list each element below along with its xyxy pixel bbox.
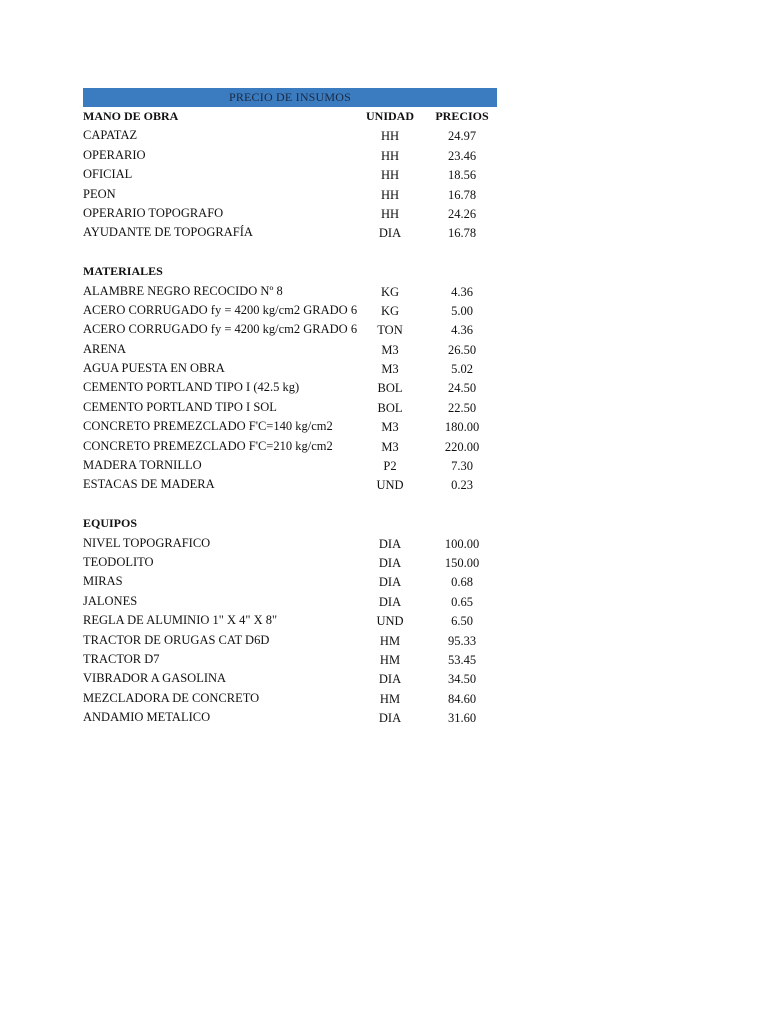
item-unit: HH [380,168,400,183]
item-price: 24.97 [447,129,477,144]
table-row [83,223,497,242]
table-row [83,611,497,630]
item-name: ESTACAS DE MADERA [83,477,215,492]
item-name: AYUDANTE DE TOPOGRAFÍA [83,225,253,240]
table-row [83,553,497,572]
item-price: 31.60 [447,711,477,726]
section-heading-equipos: EQUIPOS [83,516,138,531]
item-unit: DIA [378,575,402,590]
item-unit: HH [380,206,400,221]
item-unit: UND [376,478,404,493]
item-price: 0.65 [451,594,473,609]
item-name: TRACTOR DE ORUGAS CAT D6D [83,632,270,647]
table-row [83,534,497,553]
item-name: MEZCLADORA DE CONCRETO [83,690,260,705]
table-row [83,320,497,339]
item-price: 26.50 [447,342,477,357]
price-sheet [83,88,497,728]
item-price: 22.50 [447,400,477,415]
item-price: 0.68 [451,575,473,590]
item-price: 24.50 [447,381,477,396]
item-unit: HM [379,652,401,667]
spacer [83,243,497,262]
item-name: OFICIAL [83,167,133,182]
table-row [83,708,497,727]
table-row [83,126,497,145]
item-name: TRACTOR D7 [83,651,160,666]
item-price: 5.02 [451,362,473,377]
item-unit: M3 [381,439,399,454]
item-name: OPERARIO TOPOGRAFO [83,205,224,220]
item-unit: HH [380,148,400,163]
table-row [83,165,497,184]
item-unit: UND [376,614,404,629]
item-name: ALAMBRE NEGRO RECOCIDO Nº 8 [83,283,283,298]
item-unit: M3 [381,342,399,357]
item-name: CONCRETO PREMEZCLADO F'C=210 kg/cm2 [83,438,333,453]
item-price: 5.00 [451,303,473,318]
item-name: CEMENTO PORTLAND TIPO I SOL [83,399,277,414]
item-name: TEODOLITO [83,554,154,569]
equipos-list [83,534,497,728]
item-unit: DIA [378,672,402,687]
table-row [83,301,497,320]
table-row [83,689,497,708]
item-price: 6.50 [451,614,473,629]
item-price: 34.50 [447,672,477,687]
item-unit: DIA [378,226,402,241]
item-unit: M3 [381,420,399,435]
item-price: 84.60 [447,691,477,706]
item-name: VIBRADOR A GASOLINA [83,671,227,686]
table-row [83,475,497,494]
table-row [83,378,497,397]
table-row [83,146,497,165]
item-price: 7.30 [451,459,473,474]
item-unit: HH [380,187,400,202]
item-name: OPERARIO [83,147,146,162]
section-heading-materiales: MATERIALES [83,264,163,279]
item-name: JALONES [83,593,138,608]
table-row [83,185,497,204]
item-price: 150.00 [444,555,480,570]
item-price: 16.78 [447,226,477,241]
item-unit: BOL [377,381,403,396]
item-unit: DIA [378,594,402,609]
section-heading-row [83,514,497,533]
item-name: ACERO CORRUGADO fy = 4200 kg/cm2 GRADO 6 [83,302,358,317]
item-price: 95.33 [447,633,477,648]
item-name: ACERO CORRUGADO fy = 4200 kg/cm2 GRADO 6 [83,322,358,337]
item-unit: HM [379,691,401,706]
item-price: 180.00 [444,420,480,435]
item-price: 100.00 [444,536,480,551]
item-unit: TON [377,323,403,338]
table-row [83,204,497,223]
item-name: ANDAMIO METALICO [83,710,211,725]
spacer [83,495,497,514]
table-row [83,359,497,378]
item-name: REGLA DE ALUMINIO 1" X 4" X 8" [83,613,278,628]
table-row [83,650,497,669]
table-row [83,437,497,456]
table-row [83,398,497,417]
item-name: CEMENTO PORTLAND TIPO I (42.5 kg) [83,380,300,395]
item-price: 16.78 [447,187,477,202]
item-price: 4.36 [451,284,473,299]
item-unit: HH [380,129,400,144]
column-header-row [83,107,497,126]
item-name: MADERA TORNILLO [83,458,202,473]
table-row [83,631,497,650]
item-name: NIVEL TOPOGRAFICO [83,535,211,550]
item-unit: M3 [381,362,399,377]
unit-column-header: UNIDAD [366,109,414,123]
item-unit: DIA [378,711,402,726]
item-name: PEON [83,186,116,201]
item-price: 18.56 [447,168,477,183]
item-name: AGUA PUESTA EN OBRA [83,361,225,376]
item-price: 53.45 [447,652,477,667]
item-unit: DIA [378,536,402,551]
item-name: CONCRETO PREMEZCLADO F'C=140 kg/cm2 [83,419,333,434]
item-price: 4.36 [451,323,473,338]
item-price: 0.23 [451,478,473,493]
table-row [83,592,497,611]
table-row [83,417,497,436]
item-price: 220.00 [444,439,480,454]
item-unit: P2 [383,459,397,474]
item-unit: HM [379,633,401,648]
item-unit: DIA [378,555,402,570]
price-column-header: PRECIOS [435,109,489,123]
sheet-title: PRECIO DE INSUMOS [83,88,497,107]
item-price: 23.46 [447,148,477,163]
mano-de-obra-list [83,126,497,242]
section-heading-row [83,262,497,281]
item-unit: KG [380,303,400,318]
item-price: 24.26 [447,206,477,221]
item-unit: KG [380,284,400,299]
item-name: ARENA [83,341,127,356]
item-name: CAPATAZ [83,128,138,143]
table-row [83,282,497,301]
item-unit: BOL [377,400,403,415]
table-row [83,340,497,359]
table-row [83,456,497,475]
item-name: MIRAS [83,574,123,589]
table-row [83,572,497,591]
section-heading-mano-de-obra: MANO DE OBRA [83,109,179,123]
materiales-list [83,282,497,495]
table-row [83,669,497,688]
